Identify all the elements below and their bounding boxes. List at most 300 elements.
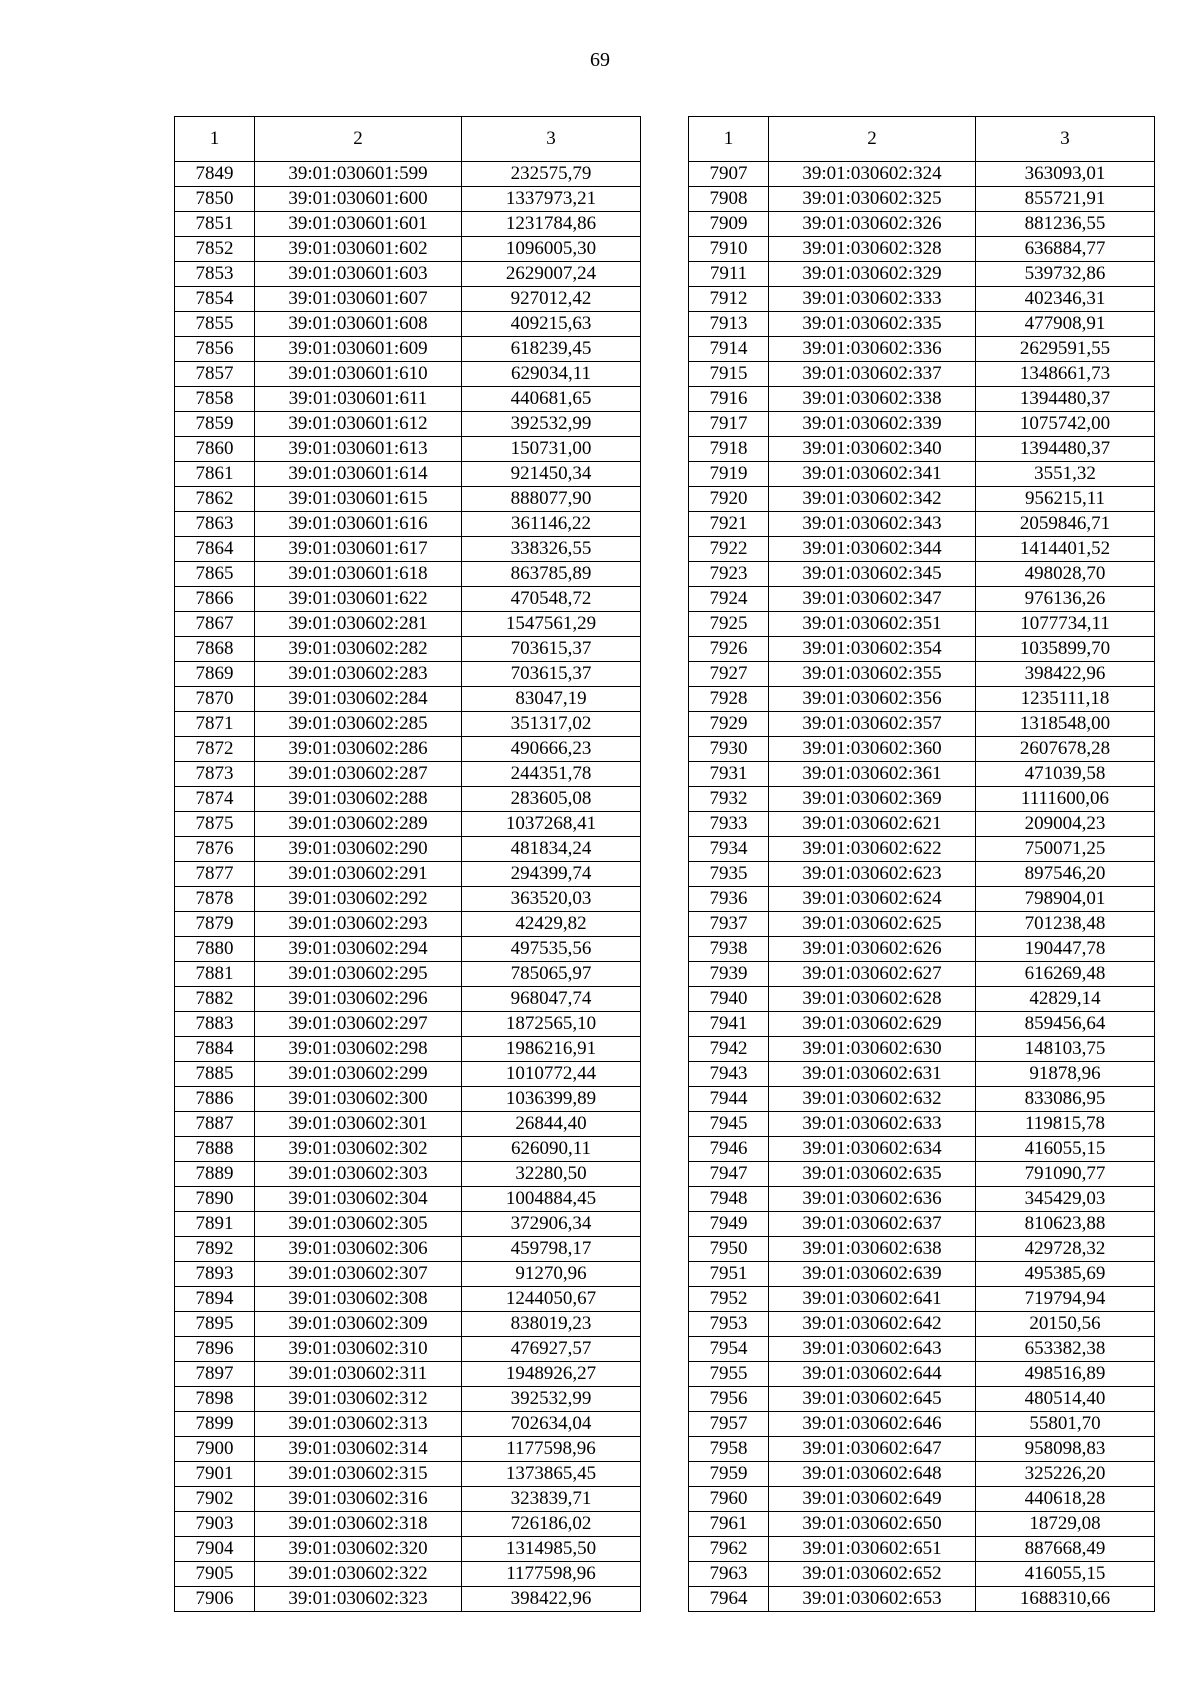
cadastral-number-cell: 39:01:030602:296 [255,987,462,1012]
table-row [175,787,641,812]
table-row [689,587,1155,612]
cadastral-number-cell: 39:01:030602:285 [255,712,462,737]
value-cell: 3551,32 [976,462,1155,487]
value-cell: 351317,02 [462,712,641,737]
row-number-cell: 7873 [175,762,255,787]
table-row [175,537,641,562]
cadastral-number-cell: 39:01:030602:290 [255,837,462,862]
cadastral-number-cell: 39:01:030601:607 [255,287,462,312]
cadastral-number-cell: 39:01:030602:313 [255,1412,462,1437]
table-row [175,912,641,937]
value-cell: 91270,96 [462,1262,641,1287]
row-number-cell: 7854 [175,287,255,312]
row-number-cell: 7914 [689,337,769,362]
row-number-cell: 7946 [689,1137,769,1162]
row-number-cell: 7889 [175,1162,255,1187]
value-cell: 363520,03 [462,887,641,912]
table-row [689,1312,1155,1337]
table-body [689,162,1155,1612]
cadastral-number-cell: 39:01:030602:345 [769,562,976,587]
value-cell: 1037268,41 [462,812,641,837]
row-number-cell: 7941 [689,1012,769,1037]
row-number-cell: 7950 [689,1237,769,1262]
row-number-cell: 7906 [175,1587,255,1612]
table-row [175,387,641,412]
row-number-cell: 7858 [175,387,255,412]
table-row [175,637,641,662]
table-row [175,1087,641,1112]
value-cell: 392532,99 [462,412,641,437]
cadastral-number-cell: 39:01:030602:623 [769,862,976,887]
row-number-cell: 7955 [689,1362,769,1387]
cadastral-number-cell: 39:01:030602:355 [769,662,976,687]
value-cell: 209004,23 [976,812,1155,837]
table-row [689,387,1155,412]
value-cell: 791090,77 [976,1162,1155,1187]
row-number-cell: 7949 [689,1212,769,1237]
value-cell: 1348661,73 [976,362,1155,387]
row-number-cell: 7928 [689,687,769,712]
cadastral-number-cell: 39:01:030602:281 [255,612,462,637]
row-number-cell: 7870 [175,687,255,712]
value-cell: 1177598,96 [462,1437,641,1462]
cadastral-number-cell: 39:01:030602:289 [255,812,462,837]
cadastral-number-cell: 39:01:030602:653 [769,1587,976,1612]
row-number-cell: 7882 [175,987,255,1012]
row-number-cell: 7961 [689,1512,769,1537]
cadastral-number-cell: 39:01:030602:286 [255,737,462,762]
value-cell: 476927,57 [462,1337,641,1362]
cadastral-number-cell: 39:01:030602:356 [769,687,976,712]
cadastral-number-cell: 39:01:030602:343 [769,512,976,537]
value-cell: 20150,56 [976,1312,1155,1337]
cadastral-number-cell: 39:01:030602:642 [769,1312,976,1337]
table-row [175,762,641,787]
value-cell: 701238,48 [976,912,1155,937]
cadastral-number-cell: 39:01:030602:297 [255,1012,462,1037]
value-cell: 42429,82 [462,912,641,937]
table-row [175,312,641,337]
row-number-cell: 7926 [689,637,769,662]
value-cell: 1394480,37 [976,437,1155,462]
row-number-cell: 7913 [689,312,769,337]
value-cell: 338326,55 [462,537,641,562]
value-cell: 703615,37 [462,637,641,662]
table-row [175,1537,641,1562]
table-row [689,1112,1155,1137]
table-row [175,587,641,612]
table-row [689,512,1155,537]
cadastral-number-cell: 39:01:030602:347 [769,587,976,612]
cadastral-number-cell: 39:01:030601:603 [255,262,462,287]
value-cell: 719794,94 [976,1287,1155,1312]
table-row [689,1287,1155,1312]
table-row [175,1162,641,1187]
value-cell: 363093,01 [976,162,1155,187]
cadastral-number-cell: 39:01:030602:287 [255,762,462,787]
value-cell: 91878,96 [976,1062,1155,1087]
cadastral-number-cell: 39:01:030602:318 [255,1512,462,1537]
cadastral-number-cell: 39:01:030602:302 [255,1137,462,1162]
cadastral-number-cell: 39:01:030602:622 [769,837,976,862]
table-row [689,462,1155,487]
table-row [175,1462,641,1487]
cadastral-number-cell: 39:01:030601:618 [255,562,462,587]
table-row [175,362,641,387]
row-number-cell: 7878 [175,887,255,912]
table-row [175,212,641,237]
value-cell: 1177598,96 [462,1562,641,1587]
table-row [175,737,641,762]
row-number-cell: 7894 [175,1287,255,1312]
table-row [689,1512,1155,1537]
table-row [175,1562,641,1587]
table-row [175,287,641,312]
table-row [175,1262,641,1287]
cadastral-number-cell: 39:01:030602:328 [769,237,976,262]
cadastral-number-cell: 39:01:030602:335 [769,312,976,337]
cadastral-number-cell: 39:01:030602:282 [255,637,462,662]
cadastral-number-cell: 39:01:030601:613 [255,437,462,462]
cadastral-number-cell: 39:01:030602:648 [769,1462,976,1487]
table-row [689,1062,1155,1087]
cadastral-number-cell: 39:01:030602:300 [255,1087,462,1112]
value-cell: 653382,38 [976,1337,1155,1362]
value-cell: 497535,56 [462,937,641,962]
row-number-cell: 7956 [689,1387,769,1412]
row-number-cell: 7903 [175,1512,255,1537]
cadastral-number-cell: 39:01:030602:361 [769,762,976,787]
table-row [175,1362,641,1387]
table-row [689,537,1155,562]
value-cell: 498028,70 [976,562,1155,587]
row-number-cell: 7874 [175,787,255,812]
table-row [689,487,1155,512]
table-row [175,1137,641,1162]
row-number-cell: 7857 [175,362,255,387]
table-row [689,1037,1155,1062]
column-header: 3 [462,117,641,162]
page-number: 69 [590,49,610,71]
table-row [175,987,641,1012]
table-left [174,116,641,1612]
cadastral-number-cell: 39:01:030601:601 [255,212,462,237]
value-cell: 119815,78 [976,1112,1155,1137]
value-cell: 440618,28 [976,1487,1155,1512]
value-cell: 2629007,24 [462,262,641,287]
row-number-cell: 7910 [689,237,769,262]
value-cell: 409215,63 [462,312,641,337]
table-row [689,1237,1155,1262]
row-number-cell: 7879 [175,912,255,937]
row-number-cell: 7902 [175,1487,255,1512]
value-cell: 190447,78 [976,937,1155,962]
cadastral-number-cell: 39:01:030602:337 [769,362,976,387]
value-cell: 471039,58 [976,762,1155,787]
table-row [175,1512,641,1537]
row-number-cell: 7917 [689,412,769,437]
cadastral-number-cell: 39:01:030602:333 [769,287,976,312]
table-row [175,237,641,262]
table-row [689,762,1155,787]
table-row [689,1262,1155,1287]
cadastral-number-cell: 39:01:030602:310 [255,1337,462,1362]
table-row [175,962,641,987]
cadastral-number-cell: 39:01:030601:599 [255,162,462,187]
row-number-cell: 7852 [175,237,255,262]
table-row [689,1012,1155,1037]
value-cell: 477908,91 [976,312,1155,337]
row-number-cell: 7871 [175,712,255,737]
value-cell: 539732,86 [976,262,1155,287]
cadastral-number-cell: 39:01:030602:354 [769,637,976,662]
column-header: 3 [976,117,1155,162]
row-number-cell: 7933 [689,812,769,837]
table-row [175,1037,641,1062]
row-number-cell: 7897 [175,1362,255,1387]
cadastral-number-cell: 39:01:030602:652 [769,1562,976,1587]
table-row [175,837,641,862]
cadastral-number-cell: 39:01:030601:614 [255,462,462,487]
value-cell: 897546,20 [976,862,1155,887]
cadastral-number-cell: 39:01:030602:621 [769,812,976,837]
value-cell: 416055,15 [976,1137,1155,1162]
row-number-cell: 7876 [175,837,255,862]
row-number-cell: 7896 [175,1337,255,1362]
row-number-cell: 7943 [689,1062,769,1087]
row-number-cell: 7951 [689,1262,769,1287]
value-cell: 2059846,71 [976,512,1155,537]
value-cell: 490666,23 [462,737,641,762]
row-number-cell: 7853 [175,262,255,287]
cadastral-number-cell: 39:01:030601:622 [255,587,462,612]
cadastral-number-cell: 39:01:030602:638 [769,1237,976,1262]
row-number-cell: 7940 [689,987,769,1012]
value-cell: 2629591,55 [976,337,1155,362]
row-number-cell: 7880 [175,937,255,962]
table-row [689,1462,1155,1487]
cadastral-number-cell: 39:01:030602:307 [255,1262,462,1287]
row-number-cell: 7927 [689,662,769,687]
row-number-cell: 7898 [175,1387,255,1412]
cadastral-number-cell: 39:01:030602:295 [255,962,462,987]
table-row [175,862,641,887]
value-cell: 1035899,70 [976,637,1155,662]
value-cell: 372906,34 [462,1212,641,1237]
row-number-cell: 7912 [689,287,769,312]
row-number-cell: 7962 [689,1537,769,1562]
value-cell: 1547561,29 [462,612,641,637]
row-number-cell: 7953 [689,1312,769,1337]
table-row [689,812,1155,837]
value-cell: 956215,11 [976,487,1155,512]
row-number-cell: 7895 [175,1312,255,1337]
cadastral-number-cell: 39:01:030602:303 [255,1162,462,1187]
row-number-cell: 7849 [175,162,255,187]
cadastral-number-cell: 39:01:030602:627 [769,962,976,987]
value-cell: 1004884,45 [462,1187,641,1212]
value-cell: 1688310,66 [976,1587,1155,1612]
table-row [175,1312,641,1337]
table-row [689,737,1155,762]
table-row [689,787,1155,812]
row-number-cell: 7942 [689,1037,769,1062]
cadastral-number-cell: 39:01:030602:336 [769,337,976,362]
table-row [175,1062,641,1087]
cadastral-number-cell: 39:01:030602:344 [769,537,976,562]
row-number-cell: 7851 [175,212,255,237]
cadastral-number-cell: 39:01:030602:316 [255,1487,462,1512]
value-cell: 859456,64 [976,1012,1155,1037]
table-row [175,512,641,537]
row-number-cell: 7930 [689,737,769,762]
row-number-cell: 7904 [175,1537,255,1562]
row-number-cell: 7872 [175,737,255,762]
value-cell: 1373865,45 [462,1462,641,1487]
table-row [689,262,1155,287]
table-row [175,562,641,587]
value-cell: 1111600,06 [976,787,1155,812]
value-cell: 294399,74 [462,862,641,887]
value-cell: 798904,01 [976,887,1155,912]
row-number-cell: 7892 [175,1237,255,1262]
cadastral-number-cell: 39:01:030602:298 [255,1037,462,1062]
table-row [175,437,641,462]
cadastral-number-cell: 39:01:030602:647 [769,1437,976,1462]
cadastral-number-cell: 39:01:030601:617 [255,537,462,562]
value-cell: 26844,40 [462,1112,641,1137]
row-number-cell: 7935 [689,862,769,887]
cadastral-number-cell: 39:01:030602:324 [769,162,976,187]
cadastral-number-cell: 39:01:030602:325 [769,187,976,212]
table-row [689,1562,1155,1587]
cadastral-number-cell: 39:01:030602:624 [769,887,976,912]
row-number-cell: 7957 [689,1412,769,1437]
row-number-cell: 7922 [689,537,769,562]
row-number-cell: 7884 [175,1037,255,1062]
table-body [175,162,641,1612]
cadastral-number-cell: 39:01:030601:612 [255,412,462,437]
row-number-cell: 7920 [689,487,769,512]
row-number-cell: 7900 [175,1437,255,1462]
value-cell: 1414401,52 [976,537,1155,562]
value-cell: 42829,14 [976,987,1155,1012]
table-row [175,162,641,187]
row-number-cell: 7869 [175,662,255,687]
value-cell: 616269,48 [976,962,1155,987]
row-number-cell: 7881 [175,962,255,987]
cadastral-number-cell: 39:01:030602:292 [255,887,462,912]
value-cell: 833086,95 [976,1087,1155,1112]
table-row [689,362,1155,387]
row-number-cell: 7863 [175,512,255,537]
cadastral-number-cell: 39:01:030602:294 [255,937,462,962]
row-number-cell: 7929 [689,712,769,737]
row-number-cell: 7944 [689,1087,769,1112]
value-cell: 968047,74 [462,987,641,1012]
row-number-cell: 7954 [689,1337,769,1362]
cadastral-number-cell: 39:01:030602:311 [255,1362,462,1387]
cadastral-number-cell: 39:01:030602:342 [769,487,976,512]
cadastral-number-cell: 39:01:030602:283 [255,662,462,687]
cadastral-number-cell: 39:01:030602:284 [255,687,462,712]
table-right [688,116,1155,1612]
value-cell: 1096005,30 [462,237,641,262]
row-number-cell: 7861 [175,462,255,487]
row-number-cell: 7868 [175,637,255,662]
value-cell: 440681,65 [462,387,641,412]
value-cell: 1244050,67 [462,1287,641,1312]
value-cell: 402346,31 [976,287,1155,312]
table-row [689,1137,1155,1162]
table-row [689,312,1155,337]
table-row [689,662,1155,687]
cadastral-number-cell: 39:01:030602:632 [769,1087,976,1112]
cadastral-number-cell: 39:01:030602:628 [769,987,976,1012]
table-row [689,287,1155,312]
row-number-cell: 7866 [175,587,255,612]
table-row [689,862,1155,887]
value-cell: 323839,71 [462,1487,641,1512]
table-row [175,662,641,687]
row-number-cell: 7923 [689,562,769,587]
row-number-cell: 7909 [689,212,769,237]
table-row [689,562,1155,587]
value-cell: 83047,19 [462,687,641,712]
table-row [175,462,641,487]
row-number-cell: 7887 [175,1112,255,1137]
table-row [175,1237,641,1262]
table-row [689,1587,1155,1612]
cadastral-number-cell: 39:01:030602:633 [769,1112,976,1137]
value-cell: 495385,69 [976,1262,1155,1287]
table-row [689,1437,1155,1462]
row-number-cell: 7860 [175,437,255,462]
cadastral-number-cell: 39:01:030602:326 [769,212,976,237]
table-row [175,1487,641,1512]
table-row [689,887,1155,912]
value-cell: 855721,91 [976,187,1155,212]
cadastral-number-cell: 39:01:030601:600 [255,187,462,212]
table-row [175,1112,641,1137]
value-cell: 1394480,37 [976,387,1155,412]
column-header: 2 [255,117,462,162]
value-cell: 702634,04 [462,1412,641,1437]
value-cell: 480514,40 [976,1387,1155,1412]
row-number-cell: 7924 [689,587,769,612]
cadastral-number-cell: 39:01:030602:308 [255,1287,462,1312]
row-number-cell: 7915 [689,362,769,387]
cadastral-number-cell: 39:01:030602:306 [255,1237,462,1262]
row-number-cell: 7958 [689,1437,769,1462]
value-cell: 232575,79 [462,162,641,187]
cadastral-number-cell: 39:01:030602:650 [769,1512,976,1537]
cadastral-number-cell: 39:01:030602:315 [255,1462,462,1487]
value-cell: 1075742,00 [976,412,1155,437]
table-row [175,887,641,912]
table-row [175,1212,641,1237]
table-row [689,1212,1155,1237]
value-cell: 1036399,89 [462,1087,641,1112]
row-number-cell: 7862 [175,487,255,512]
cadastral-number-cell: 39:01:030602:341 [769,462,976,487]
row-number-cell: 7888 [175,1137,255,1162]
table-row [689,837,1155,862]
row-number-cell: 7921 [689,512,769,537]
table-row [175,687,641,712]
row-number-cell: 7932 [689,787,769,812]
row-number-cell: 7919 [689,462,769,487]
